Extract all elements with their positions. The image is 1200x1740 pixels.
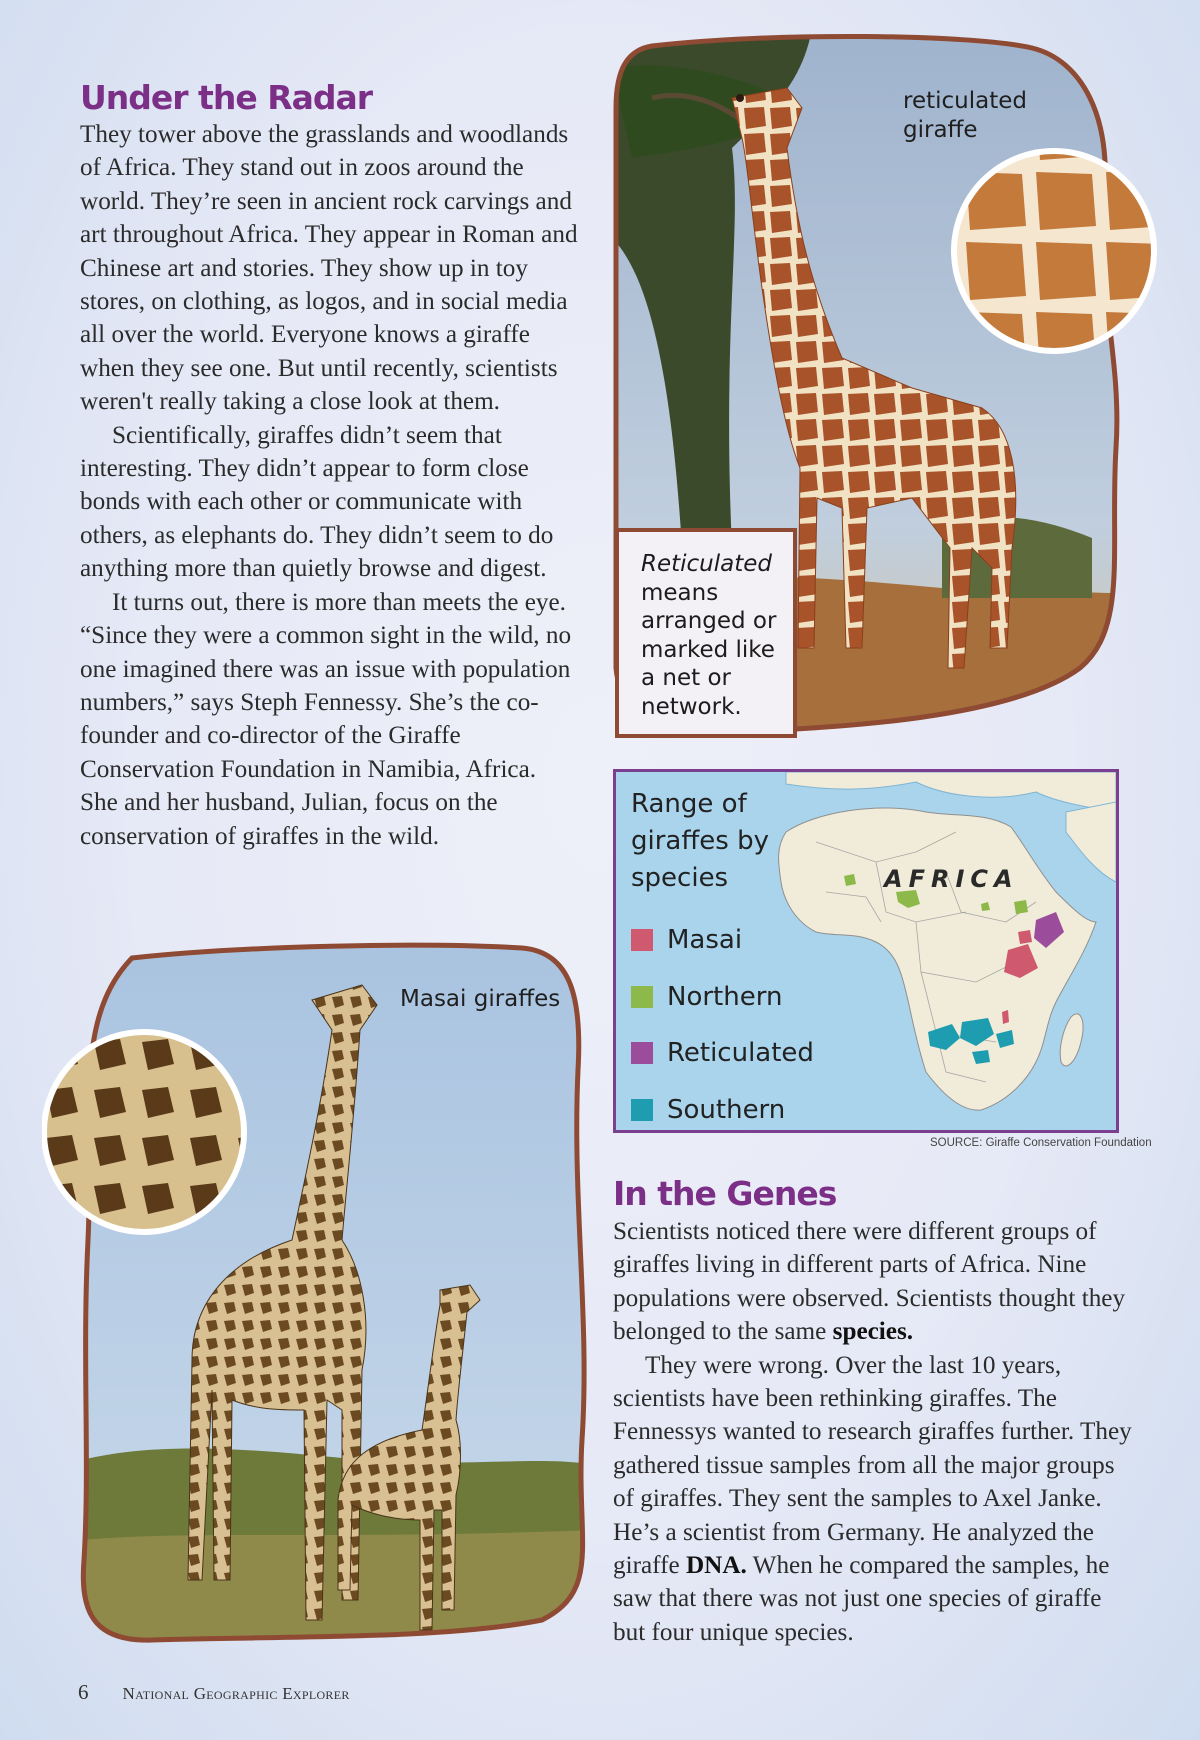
legend-item-northern <box>631 969 814 1026</box>
legend-item-reticulated <box>631 1025 814 1082</box>
map-legend <box>631 912 814 1133</box>
definition-callout <box>615 528 797 738</box>
page-footer <box>78 1680 350 1705</box>
legend-swatch <box>631 1042 653 1064</box>
section-heading-under-the-radar: Under the Radar <box>80 78 373 117</box>
legend-label: Southern <box>667 1094 786 1125</box>
masai-giraffe-photo <box>42 940 594 1645</box>
legend-swatch <box>631 1099 653 1121</box>
article-text-under-the-radar <box>80 118 580 853</box>
legend-label: Masai <box>667 925 743 956</box>
legend-swatch <box>631 986 653 1008</box>
paragraph: They tower above the grasslands and woodlands of Africa. They stand out in zoos around the world. They’re seen in ancient rock carvings and art throughout Africa. They appear in Roman and Chinese art and stories. They show up in toy stores, on clothing, as logos, and in social media all over the world. Everyone knows a giraffe when they see one. But until recently, scientists weren't really taking a close look at them. <box>80 121 578 416</box>
legend-item-southern <box>631 1082 814 1134</box>
map-country-label: AFRICA <box>884 865 1019 893</box>
reticulated-pattern-closeup <box>954 151 1154 351</box>
callout-term: Reticulated <box>641 551 773 577</box>
paragraph <box>613 1349 1133 1650</box>
callout-definition: means arranged or marked like a net or network. <box>641 579 777 720</box>
section-heading-in-the-genes: In the Genes <box>613 1174 837 1213</box>
masai-pattern-closeup <box>44 1032 244 1232</box>
text-run: When he compared the samples, he saw that there was not just one species of giraffe but four unique species. <box>613 1552 1110 1646</box>
glossary-term-dna: DNA. <box>685 1552 747 1580</box>
legend-label: Northern <box>667 981 783 1012</box>
giraffe-range-map <box>613 769 1119 1133</box>
text-run: Scientists noticed there were different groups of giraffes living in different parts of Africa. Nine populations were observed. Scientists thought they belonged to the same <box>613 1218 1126 1346</box>
legend-swatch <box>631 929 653 951</box>
paragraph: Scientifically, giraffes didn’t seem that interesting. They didn’t appear to form close bonds with each other or communicate with others, as elephants do. They didn’t seem to do anything more than quietly browse and digest. <box>80 421 554 583</box>
text-run: They were wrong. Over the last 10 years, scientists have been rethinking giraffes. The Fennessys wanted to research giraffes further. They gathered tissue samples from all the major groups of giraffes. They sent the samples to Axel Janke. He’s a scientist from Germany. He analyzed the giraffe <box>613 1351 1132 1580</box>
page-number: 6 <box>78 1680 89 1704</box>
legend-item-masai <box>631 912 814 969</box>
magazine-title: National Geographic Explorer <box>122 1684 350 1703</box>
photo-label-masai: Masai giraffes <box>400 986 561 1012</box>
map-source-credit: SOURCE: Giraffe Conservation Foundation <box>930 1137 1152 1149</box>
paragraph: It turns out, there is more than meets the eye. “Since they were a common sight in the wild, no one imagined there was an issue with population numbers,” says Steph Fennessy. She’s the co-founder and co-director of the Giraffe Conservation Foundation in Namibia, Africa. She and her husband, Julian, focus on the conservation of giraffes in the wild. <box>80 588 572 850</box>
glossary-term-species: species. <box>832 1318 914 1346</box>
legend-label: Reticulated <box>667 1038 814 1069</box>
photo-label-reticulated: reticulated giraffe <box>903 88 1027 143</box>
paragraph <box>613 1215 1133 1349</box>
article-text-in-the-genes <box>613 1215 1133 1649</box>
map-title: Range of giraffes by species <box>631 789 769 893</box>
